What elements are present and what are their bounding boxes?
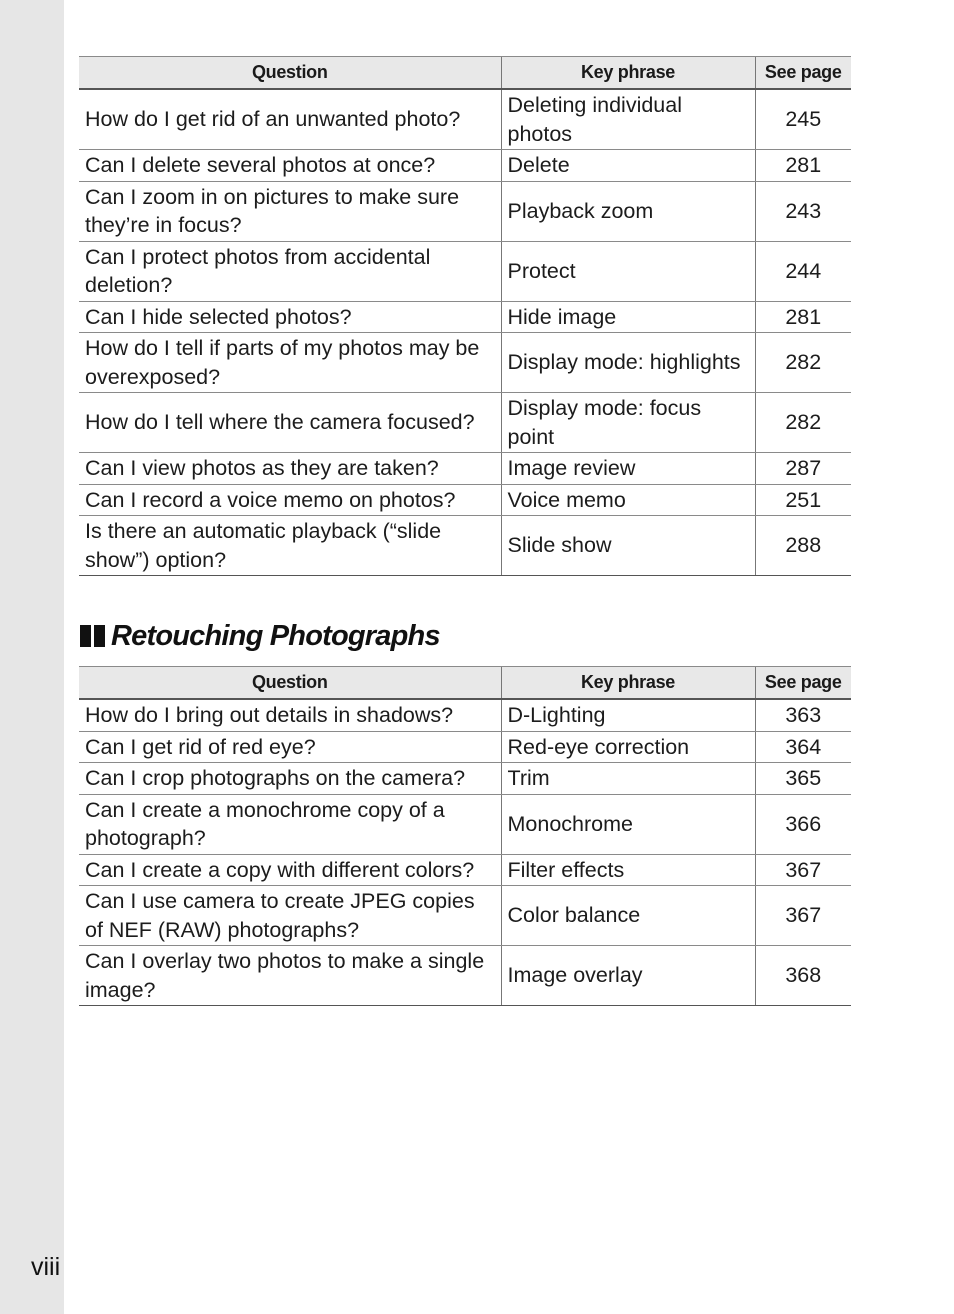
question-cell: Can I delete several photos at once? <box>79 150 501 182</box>
column-header-key-phrase: Key phrase <box>501 667 755 700</box>
page-ref-cell: 366 <box>755 794 851 854</box>
table-row <box>79 794 851 854</box>
column-header-see-page: See page <box>755 57 851 90</box>
section-heading <box>80 616 440 656</box>
question-cell: Can I hide selected photos? <box>79 301 501 333</box>
question-cell: Can I create a copy with different colors? <box>79 854 501 886</box>
question-cell: How do I get rid of an unwanted photo? <box>79 89 501 150</box>
table-row <box>79 854 851 886</box>
table-header-row <box>79 57 851 90</box>
key-phrase-cell: Hide image <box>501 301 755 333</box>
page-number: viii <box>31 1253 61 1281</box>
table-header-row <box>79 667 851 700</box>
column-header-question: Question <box>79 667 501 700</box>
table-row <box>79 516 851 576</box>
key-phrase-cell: Filter effects <box>501 854 755 886</box>
page-ref-cell: 363 <box>755 699 851 731</box>
key-phrase-cell: Voice memo <box>501 484 755 516</box>
page-ref-cell: 245 <box>755 89 851 150</box>
question-cell: Can I zoom in on pictures to make sure they’re in focus? <box>79 181 501 241</box>
column-header-see-page: See page <box>755 667 851 700</box>
question-cell: Can I record a voice memo on photos? <box>79 484 501 516</box>
page-ref-cell: 281 <box>755 301 851 333</box>
question-cell: Can I use camera to create JPEG copies of NEF (RAW) photographs? <box>79 886 501 946</box>
key-phrase-cell: Display mode: focus point <box>501 393 755 453</box>
playback-faq-table <box>79 56 851 576</box>
table-row <box>79 886 851 946</box>
page-ref-cell: 243 <box>755 181 851 241</box>
section-marker-icon <box>80 625 105 647</box>
page-ref-cell: 282 <box>755 393 851 453</box>
question-cell: How do I tell where the camera focused? <box>79 393 501 453</box>
retouching-faq-table <box>79 666 851 1006</box>
table-row <box>79 946 851 1006</box>
page-ref-cell: 244 <box>755 241 851 301</box>
key-phrase-cell: Delete <box>501 150 755 182</box>
table-row <box>79 763 851 795</box>
page-ref-cell: 282 <box>755 333 851 393</box>
key-phrase-cell: Color balance <box>501 886 755 946</box>
page-ref-cell: 365 <box>755 763 851 795</box>
page-margin-strip <box>0 0 64 1314</box>
page-ref-cell: 368 <box>755 946 851 1006</box>
page-ref-cell: 364 <box>755 731 851 763</box>
question-cell: How do I tell if parts of my photos may be overexposed? <box>79 333 501 393</box>
table-row <box>79 731 851 763</box>
key-phrase-cell: Image overlay <box>501 946 755 1006</box>
question-cell: How do I bring out details in shadows? <box>79 699 501 731</box>
key-phrase-cell: Trim <box>501 763 755 795</box>
table-row <box>79 393 851 453</box>
table-row <box>79 333 851 393</box>
key-phrase-cell: Playback zoom <box>501 181 755 241</box>
table-row <box>79 699 851 731</box>
key-phrase-cell: Display mode: highlights <box>501 333 755 393</box>
key-phrase-cell: Protect <box>501 241 755 301</box>
table-row <box>79 150 851 182</box>
column-header-key-phrase: Key phrase <box>501 57 755 90</box>
page-ref-cell: 288 <box>755 516 851 576</box>
table-row <box>79 453 851 485</box>
question-cell: Can I get rid of red eye? <box>79 731 501 763</box>
section-title: Retouching Photographs <box>111 619 440 652</box>
table-row <box>79 241 851 301</box>
table-row <box>79 89 851 150</box>
key-phrase-cell: Image review <box>501 453 755 485</box>
key-phrase-cell: Deleting individual photos <box>501 89 755 150</box>
table-row <box>79 301 851 333</box>
table-row <box>79 181 851 241</box>
key-phrase-cell: D-Lighting <box>501 699 755 731</box>
question-cell: Can I create a monochrome copy of a photograph? <box>79 794 501 854</box>
column-header-question: Question <box>79 57 501 90</box>
question-cell: Can I crop photographs on the camera? <box>79 763 501 795</box>
question-cell: Can I overlay two photos to make a single image? <box>79 946 501 1006</box>
key-phrase-cell: Slide show <box>501 516 755 576</box>
question-cell: Can I protect photos from accidental deletion? <box>79 241 501 301</box>
question-cell: Is there an automatic playback (“slide show”) option? <box>79 516 501 576</box>
page-ref-cell: 287 <box>755 453 851 485</box>
key-phrase-cell: Red-eye correction <box>501 731 755 763</box>
page-ref-cell: 251 <box>755 484 851 516</box>
page-ref-cell: 367 <box>755 854 851 886</box>
key-phrase-cell: Monochrome <box>501 794 755 854</box>
page-ref-cell: 367 <box>755 886 851 946</box>
page-ref-cell: 281 <box>755 150 851 182</box>
question-cell: Can I view photos as they are taken? <box>79 453 501 485</box>
table-row <box>79 484 851 516</box>
